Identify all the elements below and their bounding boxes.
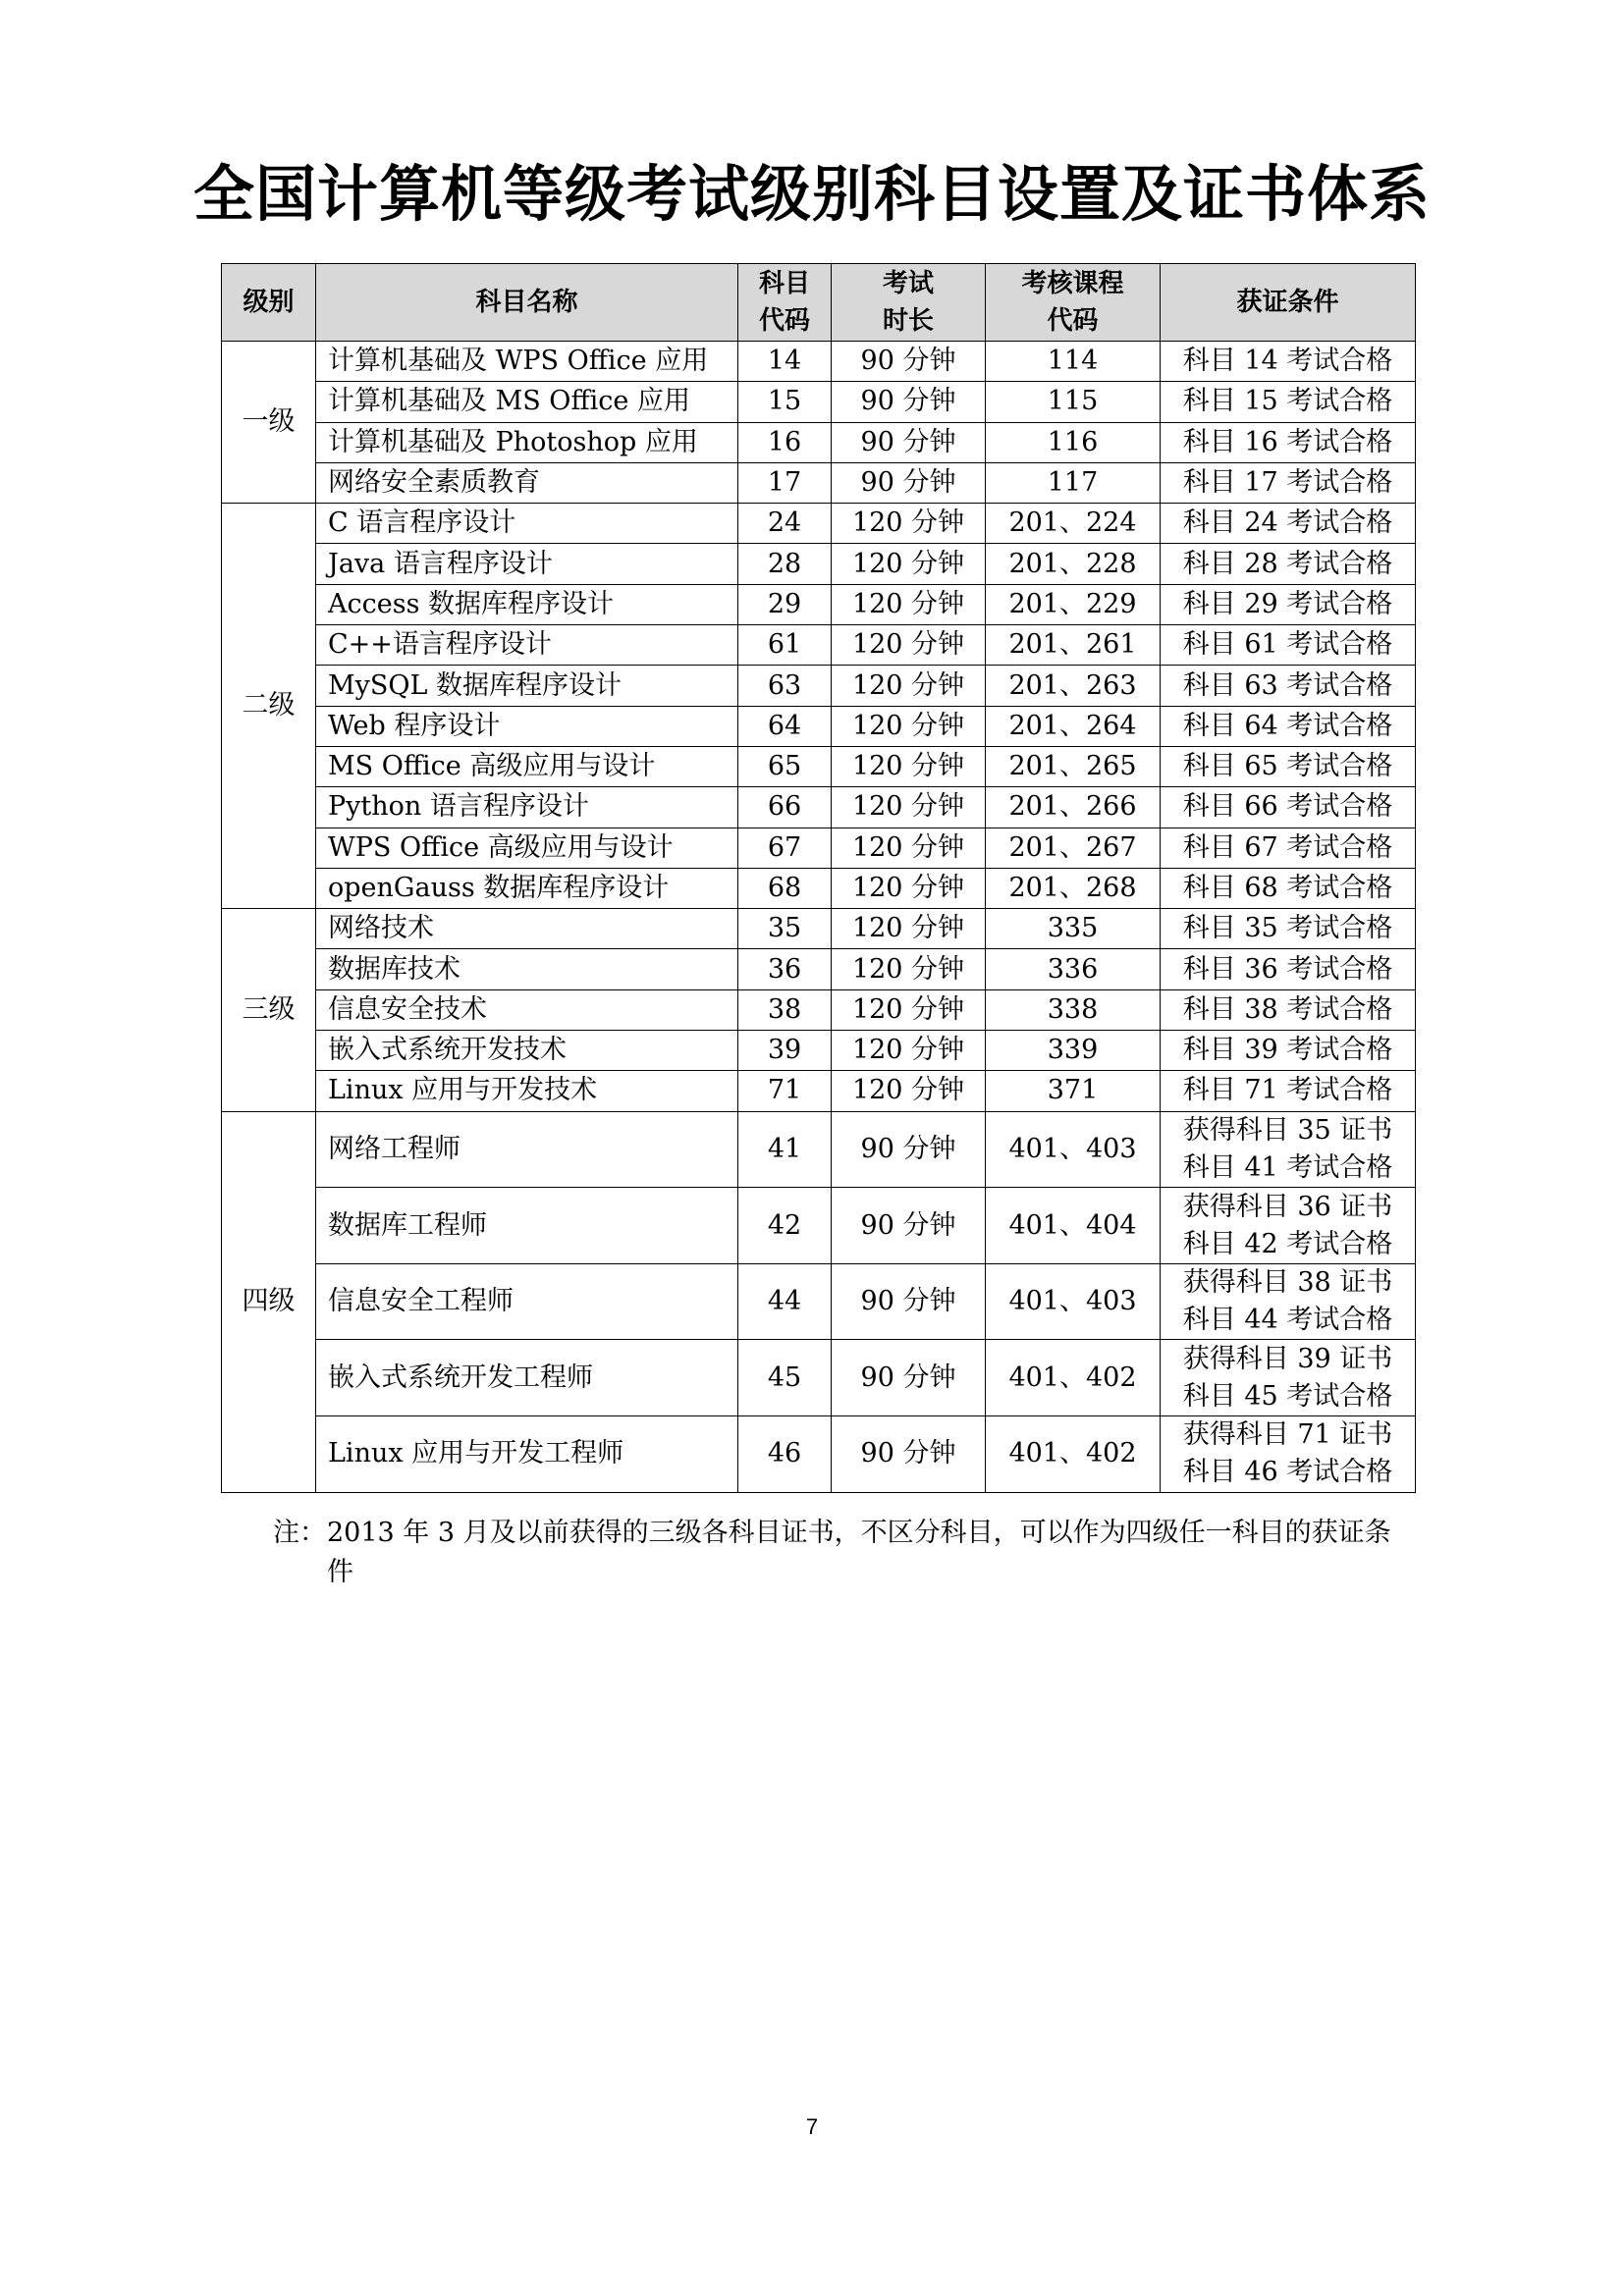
table-row: [222, 504, 1416, 544]
condition-line: 获得科目 39 证书: [1182, 1343, 1393, 1374]
certificate-condition-cell: [1161, 422, 1416, 462]
table-row: [222, 1340, 1416, 1416]
exam-duration-cell: 90 分钟: [832, 462, 986, 503]
subject-code-cell: 28: [738, 544, 832, 584]
subject-name-cell: 数据库技术: [316, 949, 738, 989]
subject-code-cell: 24: [738, 504, 832, 544]
condition-line: 科目 63 考试合格: [1182, 669, 1393, 701]
condition-line: 科目 15 考试合格: [1182, 386, 1393, 417]
exam-duration-cell: 90 分钟: [832, 1111, 986, 1188]
subject-code-cell: 45: [738, 1340, 832, 1416]
table-row: [222, 1188, 1416, 1264]
course-code-cell: 335: [986, 909, 1161, 949]
certificate-condition-cell: [1161, 989, 1416, 1030]
subject-code-cell: 14: [738, 342, 832, 382]
subject-code-cell: 64: [738, 706, 832, 746]
header-level: 级别: [222, 264, 316, 342]
subject-code-cell: 44: [738, 1263, 832, 1340]
course-code-cell: 117: [986, 462, 1161, 503]
page-title: 全国计算机等级考试级别科目设置及证书体系: [192, 158, 1431, 230]
subject-name-cell: C++语言程序设计: [316, 625, 738, 666]
footnote: [273, 1514, 1412, 1592]
exam-duration-cell: 120 分钟: [832, 584, 986, 624]
header-exam-duration: [832, 264, 986, 342]
header-subject-name: 科目名称: [316, 264, 738, 342]
subject-code-cell: 61: [738, 625, 832, 666]
table-row: [222, 1111, 1416, 1188]
condition-line: 科目 68 考试合格: [1182, 873, 1393, 903]
subject-name-cell: 信息安全工程师: [316, 1263, 738, 1340]
exam-duration-cell: 120 分钟: [832, 868, 986, 908]
exam-duration-cell: 120 分钟: [832, 504, 986, 544]
certificate-condition-cell: [1161, 909, 1416, 949]
subject-name-cell: 计算机基础及 WPS Office 应用: [316, 342, 738, 382]
course-code-cell: 116: [986, 422, 1161, 462]
subject-code-cell: 39: [738, 1031, 832, 1071]
exam-duration-cell: 120 分钟: [832, 625, 986, 666]
exam-duration-cell: 90 分钟: [832, 1188, 986, 1264]
subject-name-cell: 数据库工程师: [316, 1188, 738, 1264]
certificate-condition-cell: [1161, 504, 1416, 544]
certificate-condition-cell: [1161, 342, 1416, 382]
course-code-cell: 401、402: [986, 1416, 1161, 1493]
condition-line: 获得科目 35 证书: [1182, 1114, 1393, 1146]
table-row: [222, 1416, 1416, 1493]
condition-line: 科目 38 考试合格: [1182, 993, 1393, 1025]
subject-name-cell: 网络安全素质教育: [316, 462, 738, 503]
condition-line: 科目 64 考试合格: [1182, 710, 1393, 741]
subject-name-cell: Java 语言程序设计: [316, 544, 738, 584]
header-exam-duration-line1: 考试: [882, 269, 934, 298]
course-code-cell: 201、263: [986, 666, 1161, 706]
subject-code-cell: 35: [738, 909, 832, 949]
certificate-condition-cell: [1161, 706, 1416, 746]
subject-name-cell: 嵌入式系统开发技术: [316, 1031, 738, 1071]
condition-line: 科目 14 考试合格: [1182, 346, 1393, 377]
certificate-condition-cell: [1161, 746, 1416, 786]
table-row: [222, 666, 1416, 706]
header-subject-code-line2: 代码: [758, 306, 810, 336]
condition-line: 获得科目 71 证书: [1182, 1419, 1393, 1451]
table-row: [222, 462, 1416, 503]
level-cell: 一级: [222, 342, 316, 504]
condition-line: 科目 65 考试合格: [1182, 751, 1393, 782]
exam-duration-cell: 120 分钟: [832, 949, 986, 989]
condition-line: 科目 45 考试合格: [1182, 1380, 1393, 1412]
course-code-cell: 371: [986, 1071, 1161, 1111]
certificate-condition-cell: [1161, 462, 1416, 503]
condition-line: 科目 24 考试合格: [1182, 507, 1393, 539]
subject-name-cell: 计算机基础及 Photoshop 应用: [316, 422, 738, 462]
table-row: [222, 422, 1416, 462]
course-code-cell: 114: [986, 342, 1161, 382]
subject-name-cell: Linux 应用与开发技术: [316, 1071, 738, 1111]
table-row: [222, 909, 1416, 949]
certificate-condition-cell: [1161, 949, 1416, 989]
condition-line: 科目 61 考试合格: [1182, 629, 1393, 661]
table-row: [222, 949, 1416, 989]
condition-line: 科目 46 考试合格: [1182, 1457, 1393, 1488]
certificate-condition-cell: [1161, 1416, 1416, 1493]
subject-name-cell: Python 语言程序设计: [316, 787, 738, 828]
subject-name-cell: MS Office 高级应用与设计: [316, 746, 738, 786]
table-row: [222, 989, 1416, 1030]
condition-line: 获得科目 36 证书: [1182, 1191, 1393, 1222]
exam-duration-cell: 120 分钟: [832, 666, 986, 706]
condition-line: 获得科目 38 证书: [1182, 1267, 1393, 1299]
course-code-cell: 201、261: [986, 625, 1161, 666]
subject-name-cell: 嵌入式系统开发工程师: [316, 1340, 738, 1416]
course-code-cell: 201、266: [986, 787, 1161, 828]
condition-line: 科目 39 考试合格: [1182, 1035, 1393, 1066]
subject-name-cell: Access 数据库程序设计: [316, 584, 738, 624]
exam-duration-cell: 120 分钟: [832, 909, 986, 949]
course-code-cell: 115: [986, 382, 1161, 422]
table-body: [222, 342, 1416, 1493]
condition-line: 科目 71 考试合格: [1182, 1075, 1393, 1106]
course-code-cell: 401、402: [986, 1340, 1161, 1416]
course-code-cell: 401、403: [986, 1263, 1161, 1340]
subject-code-cell: 68: [738, 868, 832, 908]
table-row: [222, 382, 1416, 422]
header-subject-code: [738, 264, 832, 342]
course-code-cell: 201、265: [986, 746, 1161, 786]
subject-name-cell: 信息安全技术: [316, 989, 738, 1030]
subject-code-cell: 41: [738, 1111, 832, 1188]
subject-code-cell: 66: [738, 787, 832, 828]
condition-line: 科目 35 考试合格: [1182, 913, 1393, 944]
condition-line: 科目 44 考试合格: [1182, 1305, 1393, 1336]
header-subject-code-line1: 科目: [758, 269, 810, 298]
table-row: [222, 868, 1416, 908]
level-cell: 二级: [222, 504, 316, 909]
subject-code-cell: 16: [738, 422, 832, 462]
subject-code-cell: 36: [738, 949, 832, 989]
subject-code-cell: 42: [738, 1188, 832, 1264]
table-row: [222, 1071, 1416, 1111]
level-cell: 三级: [222, 909, 316, 1111]
exam-duration-cell: 120 分钟: [832, 544, 986, 584]
exam-duration-cell: 90 分钟: [832, 382, 986, 422]
certificate-condition-cell: [1161, 625, 1416, 666]
subject-code-cell: 67: [738, 828, 832, 868]
certificate-condition-cell: [1161, 787, 1416, 828]
subject-name-cell: openGauss 数据库程序设计: [316, 868, 738, 908]
subject-code-cell: 65: [738, 746, 832, 786]
condition-line: 科目 16 考试合格: [1182, 426, 1393, 457]
certificate-condition-cell: [1161, 1188, 1416, 1264]
certificate-condition-cell: [1161, 1111, 1416, 1188]
exam-duration-cell: 120 分钟: [832, 989, 986, 1030]
table-row: [222, 746, 1416, 786]
certificate-condition-cell: [1161, 1340, 1416, 1416]
subject-name-cell: WPS Office 高级应用与设计: [316, 828, 738, 868]
exam-duration-cell: 120 分钟: [832, 706, 986, 746]
subject-name-cell: MySQL 数据库程序设计: [316, 666, 738, 706]
subject-code-cell: 46: [738, 1416, 832, 1493]
table-row: [222, 828, 1416, 868]
condition-line: 科目 28 考试合格: [1182, 548, 1393, 579]
exam-duration-cell: 90 分钟: [832, 342, 986, 382]
condition-line: 科目 36 考试合格: [1182, 953, 1393, 985]
subject-name-cell: C 语言程序设计: [316, 504, 738, 544]
course-code-cell: 336: [986, 949, 1161, 989]
table-header-row: [222, 264, 1416, 342]
course-code-cell: 201、228: [986, 544, 1161, 584]
subject-name-cell: 计算机基础及 MS Office 应用: [316, 382, 738, 422]
level-cell: 四级: [222, 1111, 316, 1492]
certificate-condition-cell: [1161, 1071, 1416, 1111]
exam-duration-cell: 120 分钟: [832, 787, 986, 828]
table-row: [222, 787, 1416, 828]
header-exam-duration-line2: 时长: [882, 306, 934, 336]
subject-name-cell: Linux 应用与开发工程师: [316, 1416, 738, 1493]
table-row: [222, 544, 1416, 584]
footnote-text: 2013 年 3 月及以前获得的三级各科目证书，不区分科目，可以作为四级任一科目的获证条件: [327, 1518, 1391, 1587]
course-code-cell: 201、264: [986, 706, 1161, 746]
course-code-cell: 338: [986, 989, 1161, 1030]
exam-subject-table: [221, 263, 1416, 1493]
condition-line: 科目 66 考试合格: [1182, 791, 1393, 823]
exam-duration-cell: 90 分钟: [832, 422, 986, 462]
subject-code-cell: 15: [738, 382, 832, 422]
certificate-condition-cell: [1161, 1263, 1416, 1340]
certificate-condition-cell: [1161, 828, 1416, 868]
exam-duration-cell: 120 分钟: [832, 828, 986, 868]
course-code-cell: 201、229: [986, 584, 1161, 624]
table-row: [222, 1263, 1416, 1340]
table-row: [222, 584, 1416, 624]
course-code-cell: 201、268: [986, 868, 1161, 908]
header-course-code-line1: 考核课程: [1021, 269, 1124, 298]
table-row: [222, 342, 1416, 382]
exam-duration-cell: 120 分钟: [832, 1031, 986, 1071]
table-row: [222, 1031, 1416, 1071]
condition-line: 科目 17 考试合格: [1182, 467, 1393, 499]
subject-code-cell: 63: [738, 666, 832, 706]
exam-duration-cell: 90 分钟: [832, 1263, 986, 1340]
course-code-cell: 339: [986, 1031, 1161, 1071]
exam-duration-cell: 90 分钟: [832, 1340, 986, 1416]
certificate-condition-cell: [1161, 382, 1416, 422]
exam-duration-cell: 120 分钟: [832, 746, 986, 786]
header-course-code: [986, 264, 1161, 342]
condition-line: 科目 29 考试合格: [1182, 588, 1393, 619]
certificate-condition-cell: [1161, 584, 1416, 624]
subject-code-cell: 38: [738, 989, 832, 1030]
course-code-cell: 201、267: [986, 828, 1161, 868]
table-row: [222, 706, 1416, 746]
exam-duration-cell: 90 分钟: [832, 1416, 986, 1493]
condition-line: 科目 42 考试合格: [1182, 1228, 1393, 1259]
subject-name-cell: Web 程序设计: [316, 706, 738, 746]
certificate-condition-cell: [1161, 1031, 1416, 1071]
subject-name-cell: 网络技术: [316, 909, 738, 949]
subject-code-cell: 71: [738, 1071, 832, 1111]
subject-code-cell: 17: [738, 462, 832, 503]
page-number: 7: [805, 2114, 819, 2139]
certificate-condition-cell: [1161, 544, 1416, 584]
exam-duration-cell: 120 分钟: [832, 1071, 986, 1111]
subject-name-cell: 网络工程师: [316, 1111, 738, 1188]
course-code-cell: 401、403: [986, 1111, 1161, 1188]
header-course-code-line2: 代码: [1047, 306, 1099, 336]
condition-line: 科目 41 考试合格: [1182, 1151, 1393, 1183]
footnote-label: 注：: [273, 1518, 326, 1548]
condition-line: 科目 67 考试合格: [1182, 831, 1393, 863]
course-code-cell: 401、404: [986, 1188, 1161, 1264]
certificate-condition-cell: [1161, 666, 1416, 706]
course-code-cell: 201、224: [986, 504, 1161, 544]
header-certificate-condition: 获证条件: [1161, 264, 1416, 342]
subject-code-cell: 29: [738, 584, 832, 624]
certificate-condition-cell: [1161, 868, 1416, 908]
table-row: [222, 625, 1416, 666]
